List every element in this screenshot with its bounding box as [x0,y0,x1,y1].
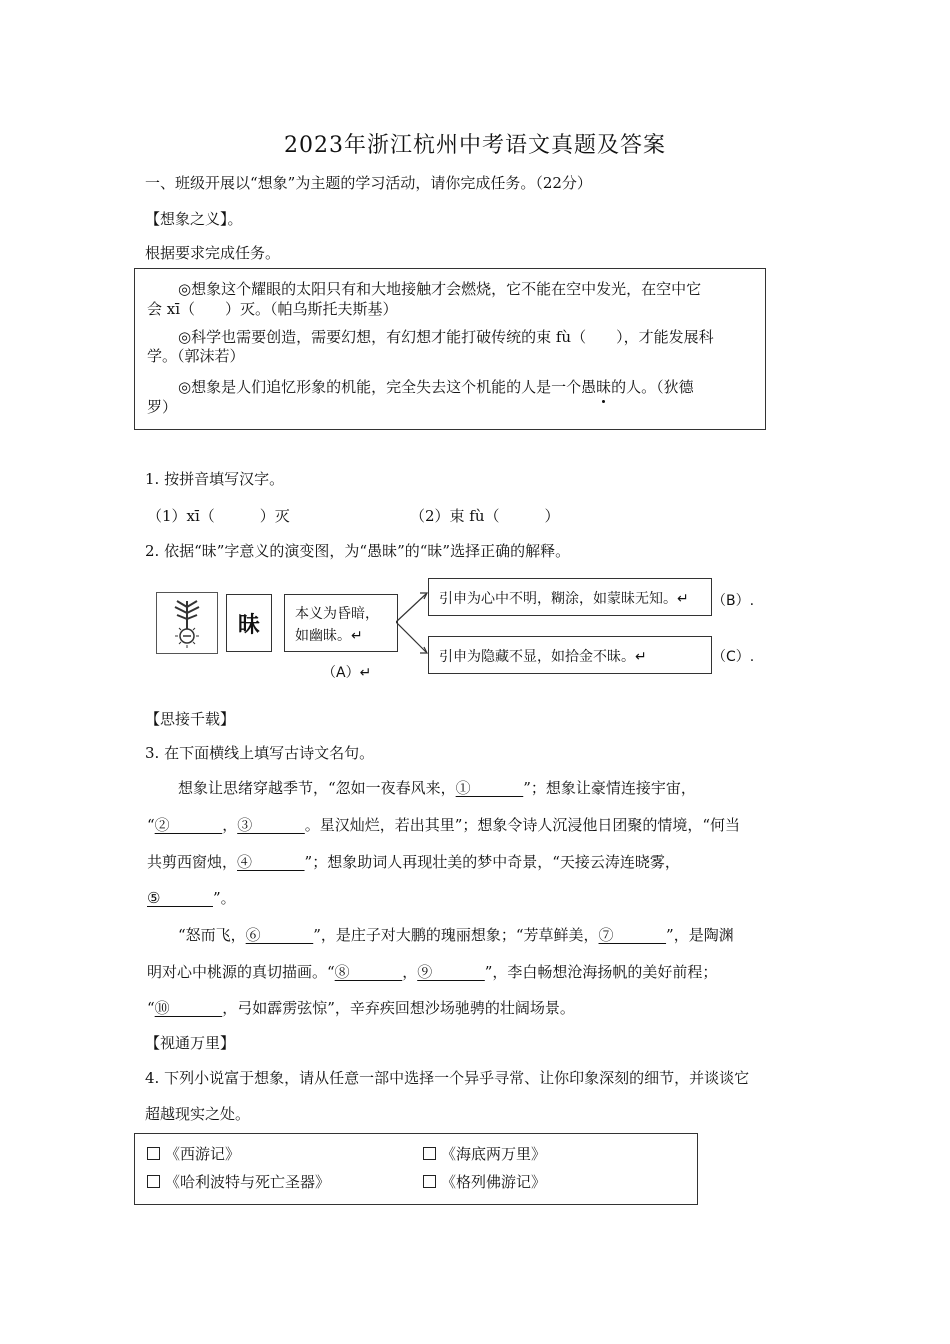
quote-2-line-1: ◎科学也需要创造，需要幻想，有幻想才能打破传统的束 fù（ ），才能发展科 [178,328,714,346]
emphasis-dot-char: 昧 [596,378,612,396]
q3-para1-line3: 共剪西窗烛，④_______”；想象助词人再现壮美的梦中奇景，“天接云涛连晓雾， [147,853,680,871]
meaning-c-box [428,636,712,674]
book-option-1[interactable]: 《西游记》 [147,1143,240,1164]
blank-6[interactable]: ⑥_______ [245,926,314,944]
question-1-item-1: （1）xī（ ）灭 [147,507,290,525]
checkbox-icon[interactable] [147,1147,160,1160]
blank-7[interactable]: ⑦_______ [598,926,667,944]
branch-arrows [396,570,430,680]
checkbox-icon[interactable] [423,1147,436,1160]
checkbox-icon[interactable] [423,1175,436,1188]
quote-2-line-2: 学。（郭沫若） [147,347,245,365]
quote-1-line-1: ◎想象这个耀眼的太阳只有和大地接触才会燃烧，它不能在空中发光，在空中它 [178,280,702,298]
blank-5[interactable]: ⑤_______ [147,889,213,907]
book-option-4[interactable]: 《格列佛游记》 [423,1171,546,1192]
blank-8[interactable]: ⑧_______ [334,963,403,981]
book-option-3[interactable]: 《哈利波特与死亡圣器》 [147,1171,330,1192]
q3-para1-line2: “②_______，③_______。星汉灿烂，若出其里”；想象令诗人沉浸他日团聚的情境，“何当 [147,816,741,834]
instruction: 根据要求完成任务。 [145,244,281,262]
blank-10[interactable]: ⑩_______ [154,999,223,1017]
blank-9[interactable]: ⑨_______ [417,963,485,981]
q3-para2-line2: 明对心中桃源的真切描画。“⑧_______，⑨_______”，李白畅想沧海扬帆的美好前程； [147,963,718,981]
q3-para2-line3: “⑩_______，弓如霹雳弦惊”，辛弃疾回想沙场驰骋的壮阔场景。 [147,999,575,1017]
blank-1[interactable]: ①_______ [455,779,524,797]
sun-plant-icon [157,593,217,653]
meaning-a-line-2: 如幽昧。↵ [295,628,363,644]
question-4-line-2: 超越现实之处。 [145,1105,251,1123]
page-title: 2023年浙江杭州中考语文真题及答案 [284,133,666,158]
meaning-a-label: （A）↵ [322,665,372,681]
sun-pictogram [156,592,218,654]
section-heading: 一、班级开展以“想象”为主题的学习活动，请你完成任务。（22分） [145,174,592,192]
meaning-b-text: 引申为心中不明，糊涂，如蒙昧无知。↵ [439,591,689,607]
question-2: 2. 依据“昧”字意义的演变图，为“愚昧”的“昧”选择正确的解释。 [145,542,571,560]
meaning-b-label: （B）. [712,593,755,609]
part-title-thinking: 【思接千载】 [145,710,236,728]
question-4-line-1: 4. 下列小说富于想象，请从任意一部中选择一个异乎寻常、让你印象深刻的细节，并谈谈它 [145,1069,750,1087]
meaning-b-box [428,578,712,616]
question-3: 3. 在下面横线上填写古诗文名句。 [145,744,375,762]
q3-para1-line4: ⑤_______”。 [147,889,236,907]
meaning-a-box [284,594,398,652]
meaning-c-label: （C）. [712,649,755,665]
book-option-2[interactable]: 《海底两万里》 [423,1143,546,1164]
part-title-vision: 【视通万里】 [145,1034,236,1052]
evolution-diagram [150,570,770,690]
meaning-a-line-1: 本义为昏暗， [295,606,379,622]
quote-3-line-2: 罗） [147,398,178,416]
checkbox-icon[interactable] [147,1175,160,1188]
blank-4[interactable]: ④_______ [237,853,305,871]
q3-para2-line1: “怒而飞，⑥_______”，是庄子对大鹏的瑰丽想象；“芳草鲜美，⑦_______”，是陶渊 [178,926,734,944]
mei-char-box: 昧 [226,594,272,652]
question-1: 1. 按拼音填写汉字。 [145,470,285,488]
meaning-c-text: 引申为隐藏不显，如拾金不昧。↵ [439,649,647,665]
blank-2[interactable]: ②_______ [154,816,223,834]
q3-para1-line1: 想象让思绪穿越季节，“忽如一夜春风来，①_______”；想象让豪情连接宇宙， [178,779,696,797]
question-1-item-2: （2）束 fù（ ） [410,507,560,525]
part-title-imagination-meaning: 【想象之义】。 [145,210,243,228]
blank-3[interactable]: ③_______ [237,816,305,834]
quote-1-line-2: 会 xī（ ）灭。（帕乌斯托夫斯基） [147,300,398,318]
quote-3-line-1: ◎想象是人们追忆形象的机能，完全失去这个机能的人是一个愚昧的人。（狄德 [178,378,694,396]
